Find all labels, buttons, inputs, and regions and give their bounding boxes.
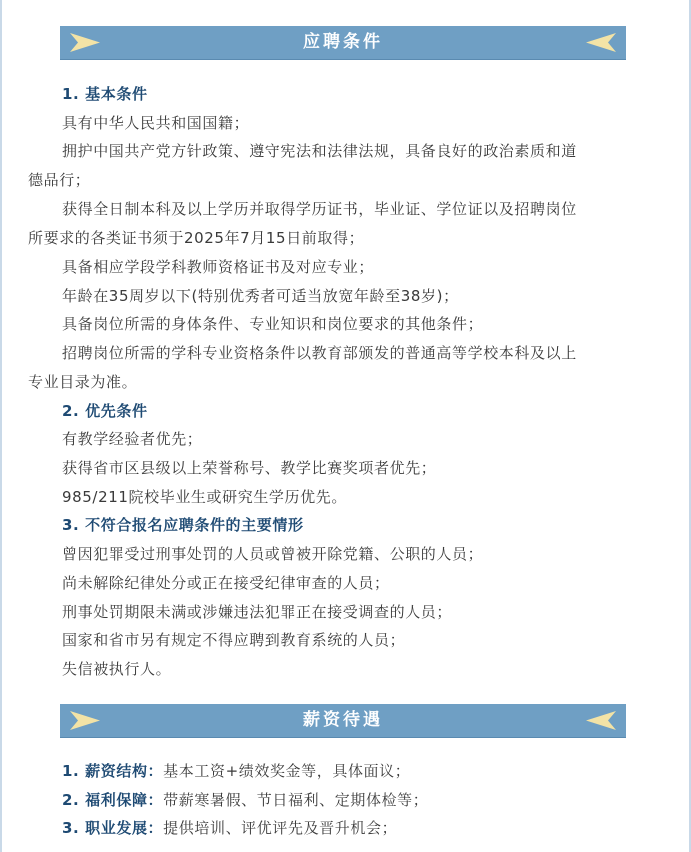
salary-item-label: 2. 福利保障： — [62, 791, 164, 809]
list-item: 具备相应学段学科教师资格证书及对应专业； — [62, 258, 375, 276]
list-item: 获得省市区县级以上荣誉称号、教学比赛奖项者优先； — [62, 459, 437, 477]
section-title: 应聘条件 — [303, 32, 383, 52]
salary-item — [62, 790, 428, 810]
salary-item — [62, 818, 397, 838]
list-item: 招聘岗位所需的学科专业资格条件以教育部颁发的普通高等学校本科及以上 — [62, 344, 577, 362]
list-item-continued: 德品行； — [28, 171, 91, 189]
section-title: 薪资待遇 — [303, 710, 383, 730]
salary-item-text: 提供培训、评优评先及晋升机会； — [163, 819, 398, 837]
arrow-left-icon — [585, 32, 617, 53]
exclusion-conditions-heading: 3. 不符合报名应聘条件的主要情形 — [62, 516, 304, 534]
salary-item-label: 3. 职业发展： — [62, 819, 164, 837]
arrow-left-icon — [585, 710, 617, 731]
page-frame-left — [0, 0, 2, 852]
salary-item-label: 1. 薪资结构： — [62, 762, 164, 780]
basic-conditions-heading: 1. 基本条件 — [62, 85, 148, 103]
list-item: 有教学经验者优先； — [62, 430, 203, 448]
list-item: 具备岗位所需的身体条件、专业知识和岗位要求的其他条件； — [62, 315, 484, 333]
salary-item — [62, 761, 410, 781]
section-banner-salary — [60, 704, 626, 737]
list-item-continued: 所要求的各类证书须于2025年7月15日前取得； — [28, 229, 365, 247]
list-item: 尚未解除纪律处分或正在接受纪律审查的人员； — [62, 574, 390, 592]
list-item: 刑事处罚期限未满或涉嫌违法犯罪正在接受调查的人员； — [62, 603, 453, 621]
list-item: 年龄在35周岁以下(特别优秀者可适当放宽年龄至38岁)； — [62, 287, 459, 305]
list-item: 985/211院校毕业生或研究生学历优先。 — [62, 488, 347, 506]
list-item-continued: 专业目录为准。 — [28, 373, 138, 391]
list-item: 拥护中国共产党方针政策、遵守宪法和法律法规，具备良好的政治素质和道 — [62, 142, 577, 160]
list-item: 具有中华人民共和国国籍； — [62, 114, 250, 132]
list-item: 曾因犯罪受过刑事处罚的人员或曾被开除党籍、公职的人员； — [62, 545, 484, 563]
salary-item-text: 基本工资+绩效奖金等，具体面议； — [163, 762, 411, 780]
salary-item-text: 带薪寒暑假、节日福利、定期体检等； — [163, 791, 429, 809]
list-item: 失信被执行人。 — [62, 660, 172, 678]
list-item: 获得全日制本科及以上学历并取得学历证书，毕业证、学位证以及招聘岗位 — [62, 200, 577, 218]
priority-conditions-heading: 2. 优先条件 — [62, 402, 148, 420]
list-item: 国家和省市另有规定不得应聘到教育系统的人员； — [62, 631, 406, 649]
section-banner-conditions — [60, 26, 626, 59]
